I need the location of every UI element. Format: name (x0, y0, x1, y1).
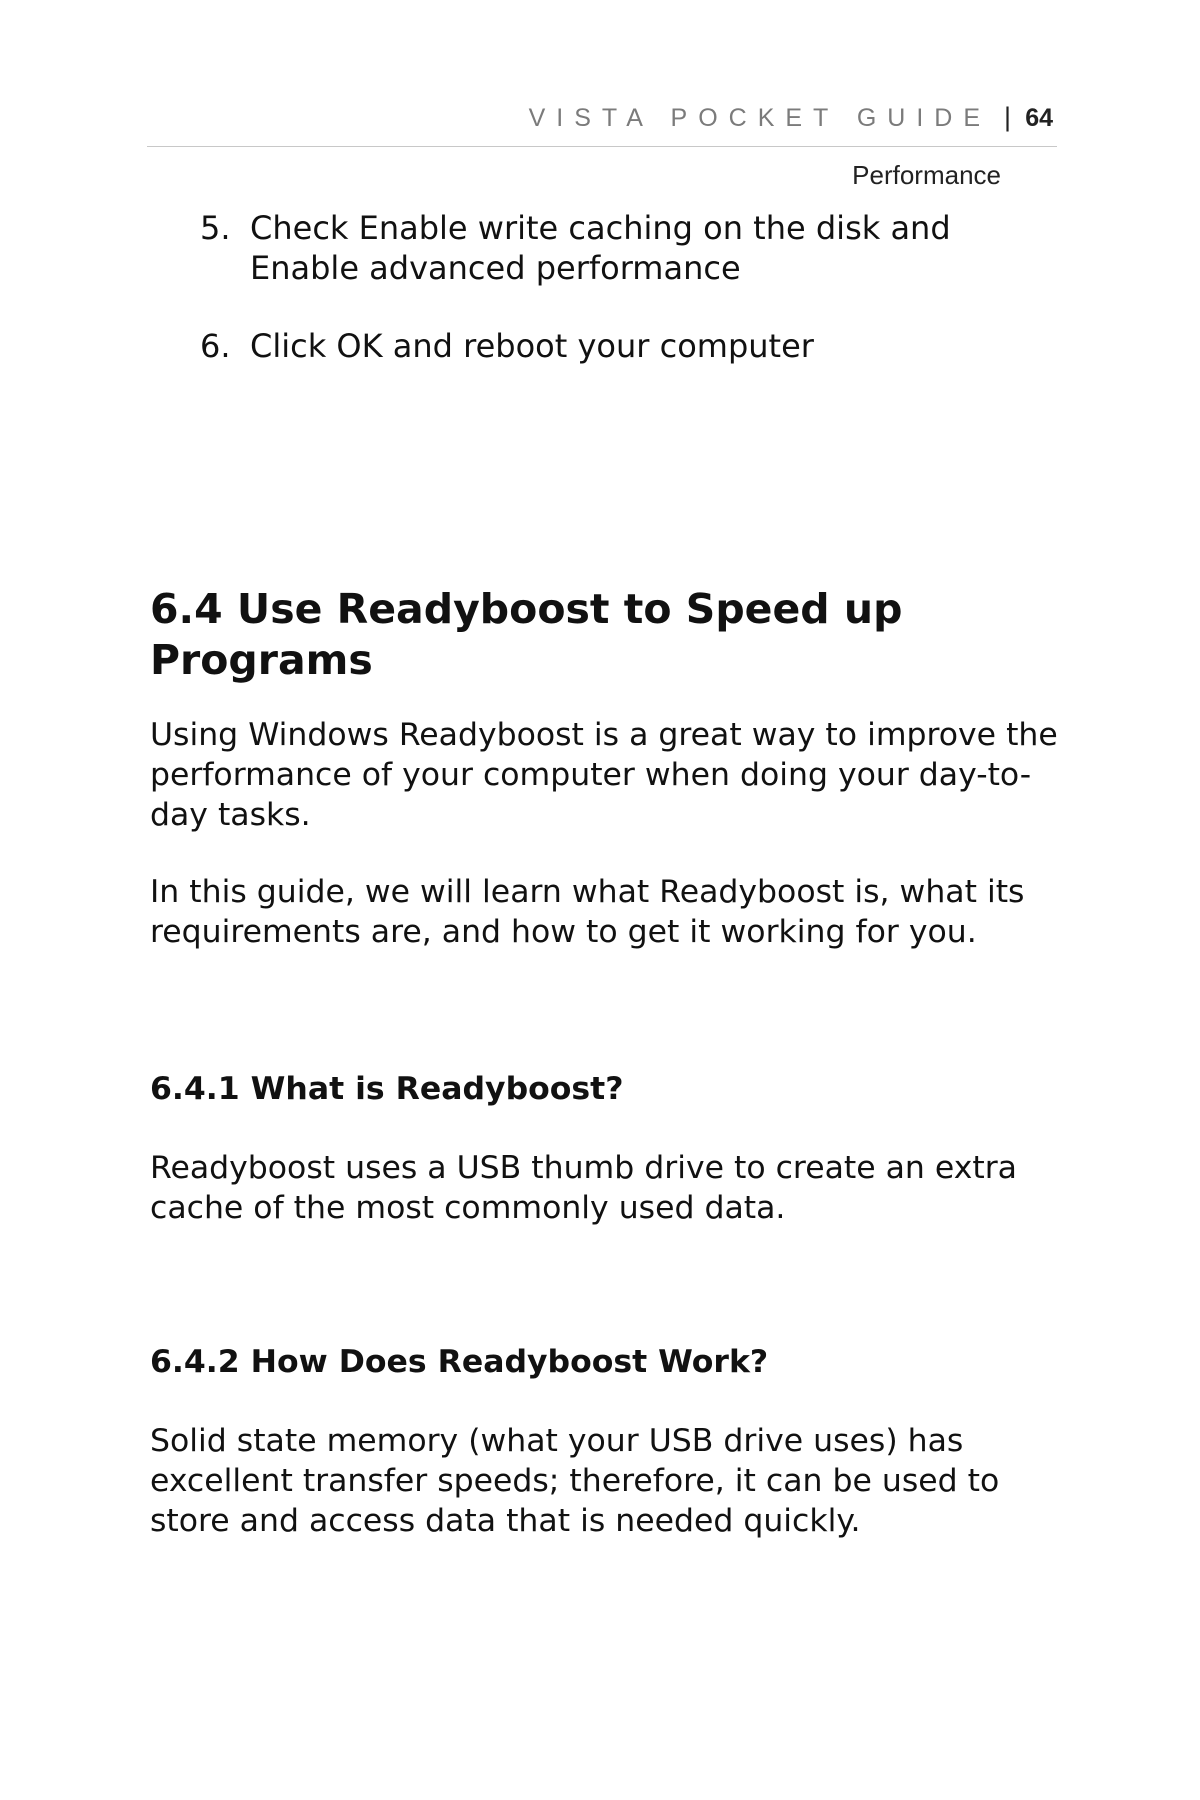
subsection-paragraph: Solid state memory (what your USB drive uses) has excellent transfer speeds; therefore, it can be used to store and access data that is needed quickly. (150, 1423, 1000, 1539)
list-item (200, 326, 1000, 366)
book-title: VISTA POCKET GUIDE (528, 104, 991, 132)
header-separator: | (1003, 102, 1011, 132)
running-header (147, 98, 1057, 147)
chapter-label: Performance (852, 160, 1001, 190)
section-heading: 6.4 Use Readyboost to Speed up Programs (150, 585, 903, 684)
step-text: Click OK and reboot your computer (250, 327, 814, 365)
steps-list (200, 208, 1000, 404)
page-number: 64 (1025, 104, 1053, 132)
guide-paragraph: In this guide, we will learn what Readyboost is, what its requirements are, and how to get it working for you. (150, 874, 1025, 950)
intro-paragraph: Using Windows Readyboost is a great way to improve the performance of your computer when doing your day-to-day tasks. (150, 717, 1058, 833)
step-text: Check Enable write caching on the disk and Enable advanced performance (250, 209, 951, 287)
subsection-heading: 6.4.2 How Does Readyboost Work? (150, 1344, 769, 1380)
subsection-heading: 6.4.1 What is Readyboost? (150, 1071, 624, 1107)
step-number: 5. (200, 209, 231, 247)
list-item (200, 208, 1000, 288)
subsection-paragraph: Readyboost uses a USB thumb drive to create an extra cache of the most commonly used data. (150, 1150, 1017, 1226)
step-number: 6. (200, 327, 231, 365)
